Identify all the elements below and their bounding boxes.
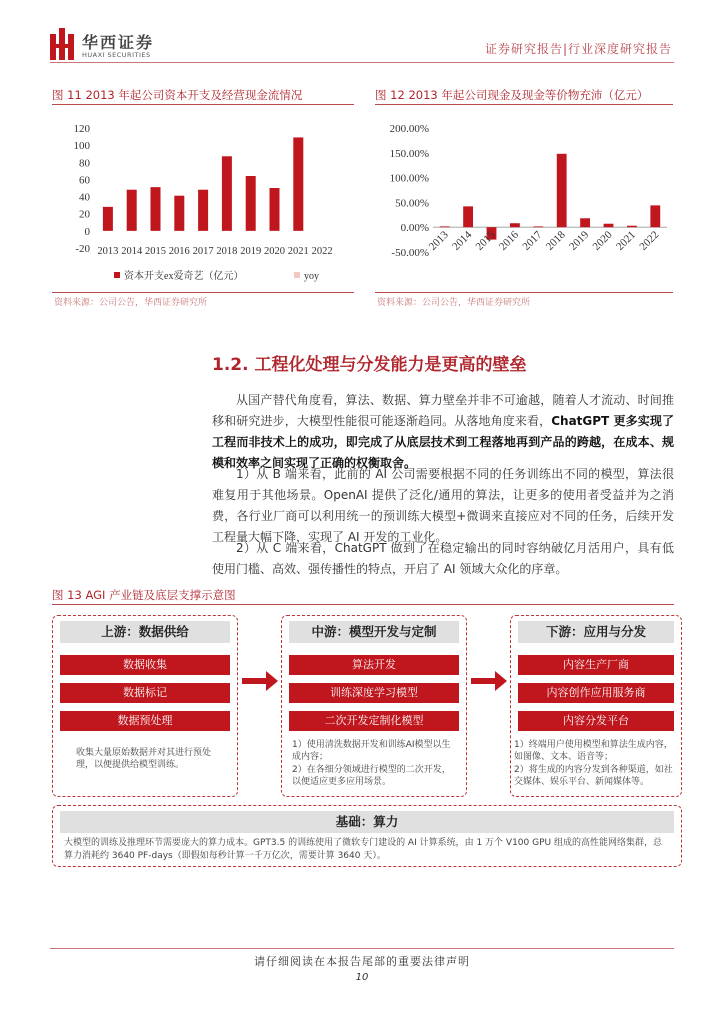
footer-disclaimer: 请仔细阅读在本报告尾部的重要法律声明 — [254, 955, 470, 968]
midstream-note-2: 2）在各细分领域进行模型的二次开发，以便适应更多应用场景。 — [292, 765, 451, 787]
cash-bar — [604, 224, 614, 227]
paragraph-1-bold: ChatGPT 更多实现了工程而非技术上的成功，即完成了从底层技术到工程落地再到产品的跨越，在成本、规模和效率之间实现了正确的权衡取舍。 — [212, 414, 674, 470]
x-tick-label: 2020 — [264, 246, 285, 257]
x-tick-label: 2016 — [168, 246, 190, 257]
legend-swatch-yoy — [294, 272, 300, 278]
y-tick-label: 0 — [84, 225, 90, 238]
capex-bar — [103, 207, 113, 231]
x-tick-label: 2019 — [567, 228, 592, 253]
downstream-note-1: 1）终端用户使用模型和算法生成内容，如图像、文本、语音等； — [514, 740, 673, 762]
upstream-item: 数据收集 — [60, 655, 230, 675]
y-tick-label: 40 — [79, 191, 90, 204]
page-header — [0, 0, 724, 80]
x-tick-label: 2014 — [450, 228, 475, 253]
x-tick-label: 2019 — [240, 246, 262, 257]
midstream-item: 训练深度学习模型 — [289, 683, 459, 703]
fig12-chart — [375, 108, 675, 290]
midstream-item: 算法开发 — [289, 655, 459, 675]
fig11-rule — [52, 104, 354, 105]
downstream-item: 内容生产厂商 — [518, 655, 674, 675]
y-tick-label: 150.00% — [389, 147, 429, 160]
fig11-source: 资料来源：公司公告，华西证券研究所 — [54, 298, 208, 308]
cash-bar — [463, 206, 473, 227]
downstream-title: 下游：应用与分发 — [518, 621, 674, 643]
x-tick-label: 2022 — [311, 246, 333, 257]
capex-bar — [293, 137, 303, 230]
paragraph-3: 2）从 C 端来看，ChatGPT 做到了在稳定输出的同时容纳破亿月活用户，具有低使用门槛、高效、强传播性的特点，开启了 AI 领域大众化的序章。 — [212, 541, 674, 576]
x-tick-label: 2022 — [637, 228, 662, 253]
midstream-item: 二次开发定制化模型 — [289, 711, 459, 731]
fig11-rule-bottom — [52, 292, 354, 293]
x-tick-label: 2020 — [590, 228, 615, 253]
fig12-rule — [375, 104, 673, 105]
arrow-right-icon — [242, 671, 278, 691]
upstream-item: 数据预处理 — [60, 711, 230, 731]
legend-swatch-capex — [114, 272, 120, 278]
cash-bar — [510, 223, 520, 227]
x-tick-label: 2017 — [520, 228, 545, 253]
x-tick-label: 2021 — [287, 246, 309, 257]
downstream-note-2: 2）将生成的内容分发到各种渠道，如社交媒体、娱乐平台、新闻媒体等。 — [514, 765, 673, 787]
logo-name-cn: 华西证券 — [82, 33, 155, 52]
paragraph-2: 1）从 B 端来看，此前的 AI 公司需要根据不同的任务训练出不同的模型，算法很难复用于其他场景。OpenAI 提供了泛化/通用的算法，让更多的使用者受益并为之消费，各行业厂商可以利用统一的预训练大模型+微调来直接应对不同的任务，后续开发工程量大幅下降，实现了 AI 开发的工业化。 — [212, 467, 674, 544]
capex-bar — [246, 176, 256, 231]
y-tick-label: 100 — [73, 140, 90, 153]
paragraph-1 — [212, 390, 674, 474]
fig13-rule — [52, 604, 674, 605]
cash-bar — [650, 205, 660, 227]
upstream-item: 数据标记 — [60, 683, 230, 703]
cash-bar — [440, 226, 450, 227]
legend-label-yoy: yoy — [304, 271, 319, 282]
arrow-right-icon — [471, 671, 507, 691]
y-tick-label: -20 — [75, 243, 90, 255]
downstream-item: 内容创作应用服务商 — [518, 683, 674, 703]
cash-bar — [627, 226, 637, 227]
x-tick-label: 2013 — [426, 228, 451, 253]
base-title: 基础：算力 — [60, 811, 674, 833]
upstream-title: 上游：数据供给 — [60, 621, 230, 643]
base-text: 大模型的训练及推理环节需要庞大的算力成本。GPT3.5 的训练使用了微软专门建设的 AI 计算系统，由 1 万个 V100 GPU 组成的高性能网络集群，总算力消耗约 3640 PF-days（即假如每秒计算一千万亿次，需要计算 3640 天）。 — [64, 838, 662, 861]
upstream-note: 收集大量原始数据并对其进行预处理，以便提供给模型训练。 — [76, 748, 212, 770]
cash-bar — [580, 218, 590, 227]
x-tick-label: 2013 — [97, 246, 119, 257]
midstream-title: 中游：模型开发与定制 — [289, 621, 459, 643]
logo-name-en: HUAXI SECURITIES — [82, 51, 151, 59]
midstream-note-1: 1）使用清洗数据开发和训练AI模型以生成内容； — [292, 740, 451, 762]
section-title: 1.2. 工程化处理与分发能力是更高的壁垒 — [212, 355, 527, 375]
x-tick-label: 2016 — [496, 228, 522, 253]
x-tick-label: 2015 — [145, 246, 166, 257]
y-tick-label: 0.00% — [400, 222, 429, 235]
fig13-title: 图 13 AGI 产业链及底层支撑示意图 — [52, 588, 236, 602]
cash-bar — [557, 154, 567, 227]
y-tick-label: 20 — [79, 208, 90, 221]
y-tick-label: 100.00% — [389, 172, 429, 185]
capex-bar — [127, 190, 137, 231]
footer-divider — [50, 948, 674, 949]
fig12-rule-bottom — [375, 292, 673, 293]
y-tick-label: 50.00% — [395, 197, 429, 210]
y-tick-label: 60 — [79, 174, 90, 187]
y-tick-label: -50.00% — [391, 247, 429, 259]
x-tick-label: 2018 — [543, 228, 568, 253]
legend-label-capex: 资本开支ex爱奇艺（亿元） — [124, 271, 244, 282]
fig12-title: 图 12 2013 年起公司现金及现金等价物充沛（亿元） — [375, 88, 649, 102]
x-tick-label: 2021 — [613, 228, 639, 253]
report-type: 证券研究报告|行业深度研究报告 — [484, 42, 672, 56]
agi-chain-diagram — [52, 615, 682, 877]
y-tick-label: 120 — [73, 123, 90, 135]
huaxi-logo-icon — [50, 28, 74, 60]
capex-bar — [270, 188, 280, 231]
x-tick-label: 2015 — [473, 228, 498, 253]
y-tick-label: 200.00% — [389, 123, 429, 135]
capex-bar — [198, 190, 208, 231]
capex-bar — [222, 156, 232, 231]
downstream-item: 内容分发平台 — [518, 711, 674, 731]
page-number: 10 — [355, 972, 369, 983]
x-tick-label: 2018 — [216, 246, 238, 257]
fig11-chart — [52, 108, 356, 290]
fig11-title: 图 11 2013 年起公司资本开支及经营现金流情况 — [52, 88, 303, 102]
paragraph-1-text: 从国产替代角度看，算法、数据、算力壁垒并非不可逾越，随着人才流动、时间推移和研究进步，大模型性能很可能逐渐趋同。从落地角度来看， — [212, 393, 674, 428]
y-tick-label: 80 — [79, 157, 90, 170]
fig12-source: 资料来源：公司公告，华西证券研究所 — [377, 298, 531, 308]
capex-bar — [151, 187, 161, 231]
cash-bar — [533, 226, 543, 227]
x-tick-label: 2017 — [192, 246, 214, 257]
header-divider — [50, 62, 674, 63]
x-tick-label: 2014 — [121, 246, 143, 257]
capex-bar — [174, 196, 184, 231]
